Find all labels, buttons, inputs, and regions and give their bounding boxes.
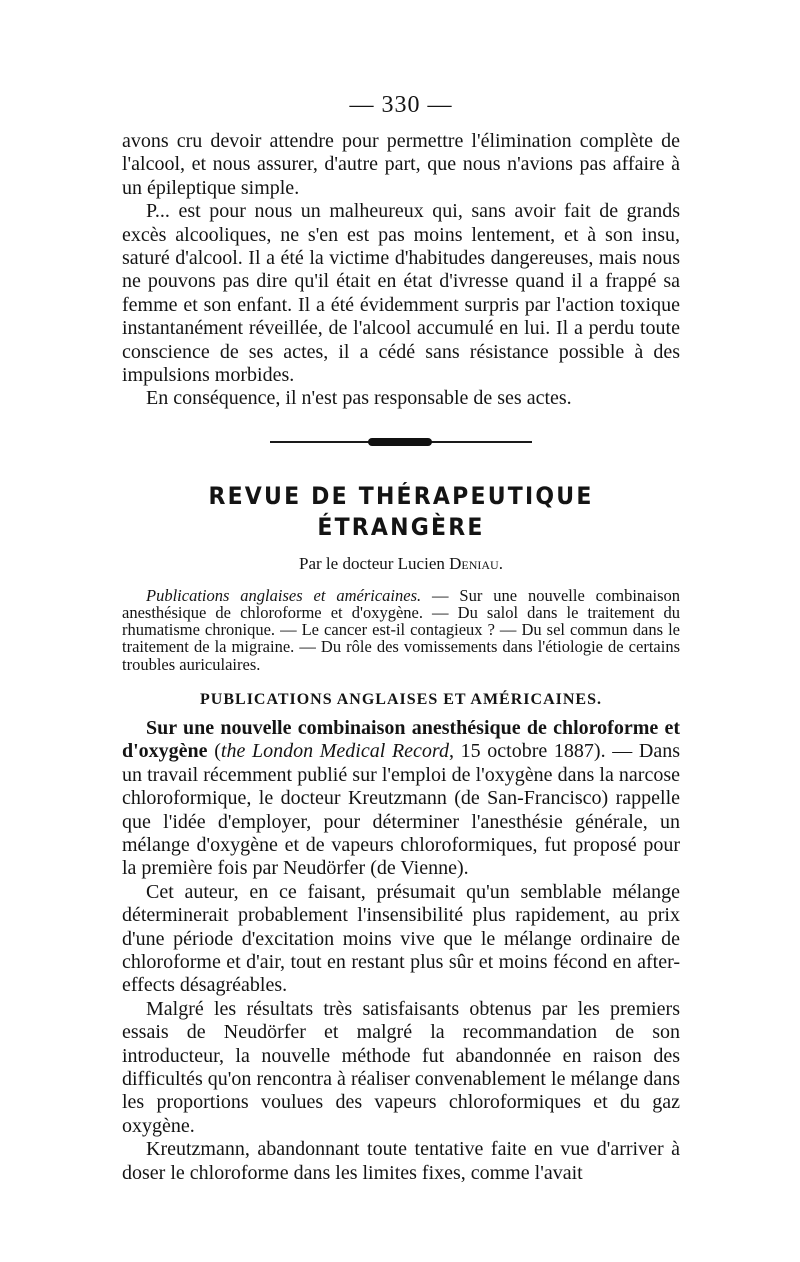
article-title: Sur une nouvelle combinaison anesthésique de chloroforme et d'oxygène (122, 716, 680, 763)
summary (122, 587, 680, 673)
text-column (122, 92, 680, 1185)
summary-text: — Sur une nouvelle combinaison anesthésique de chloroforme et d'oxygène. — Du salol dans le traitement du rhumatisme chronique. — Le cancer est-il contagieux ? — Du sel commun dans le traitement de la migraine. — Du rôle des vomissements dans l'étiologie de certains troubles auriculaires. (122, 585, 680, 674)
ornamental-rule-line (270, 441, 532, 443)
intro-text (122, 130, 680, 411)
article (122, 717, 680, 1185)
intro-paragraph-1: avons cru devoir attendre pour permettre l'élimination complète de l'alcool, et nous assurer, d'autre part, que nous n'avions pas affaire à un épileptique simple. (122, 130, 680, 199)
page-number: — 330 — (349, 92, 453, 118)
article-paragraph-3: Kreutzmann, abandonnant toute tentative faite en vue d'arriver à doser le chloroforme dans les limites fixes, comme l'avait (122, 1138, 680, 1184)
section-title: REVUE DE THÉRAPEUTIQUE ÉTRANGÈRE (208, 483, 594, 542)
article-source-journal: the London Medical Record (220, 740, 449, 763)
subsection-title: PUBLICATIONS ANGLAISES ET AMÉRICAINES. (200, 690, 602, 708)
ornamental-rule (122, 433, 680, 451)
article-lead: — Dans un travail récemment publié sur l'emploi de l'oxygène dans la narcose chloroformique, le docteur Kreutzmann (de San-Francisco) rappelle que l'idée d'employer, pour déterminer l'anesthésie générale, un mélange d'oxygène et de vapeurs chloroformiques, fut proposé pour la première fois par Neudörfer (de Vienne). (122, 740, 680, 880)
article-source-date: , 15 octobre 1887). (448, 740, 606, 763)
ornamental-rule-flourish (368, 438, 432, 446)
byline-prefix: Par le docteur Lucien (299, 553, 445, 573)
article-lead-paragraph (122, 717, 680, 881)
intro-paragraph-3: En conséquence, il n'est pas responsable de ses actes. (146, 387, 572, 410)
summary-paragraph (122, 587, 680, 673)
article-paragraph-1: Cet auteur, en ce faisant, présumait qu'un semblable mélange déterminerait probablement l'insensibilité plus rapidement, au prix d'une période d'excitation moins vive que le mélange ordinaire de chloroforme et d'air, tout en restant plus sûr et moins fécond en after-effects désagréables. (122, 880, 680, 997)
byline-surname: Deniau. (449, 553, 503, 573)
article-paragraph-2: Malgré les résultats très satisfaisants obtenus par les premiers essais de Neudörfer et malgré la recommandation de son introducteur, la nouvelle méthode fut abandonnée en raison des difficultés qu'on rencontra à réaliser convenablement le mélange dans les proportions voulues des vapeurs chloroformiques et du gaz oxygène. (122, 997, 680, 1137)
byline (122, 553, 680, 575)
summary-label: Publications anglaises et américaines. (146, 585, 422, 605)
intro-paragraph-2: P... est pour nous un malheureux qui, sans avoir fait de grands excès alcooliques, ne s'en est pas moins lentement, et à son insu, saturé d'alcool. Il a été la victime d'habitudes dangereuses, mais nous ne pouvons pas dire qu'il était en état d'ivresse quand il a frappé sa femme et son enfant. Il a été évidemment surpris par l'action toxique instantanément réveillée, de l'alcool accumulé en lui. Il a perdu toute conscience de ses actes, il a cédé sans résistance possible à des impulsions morbides. (122, 200, 680, 387)
article-source-open: ( (207, 740, 221, 763)
